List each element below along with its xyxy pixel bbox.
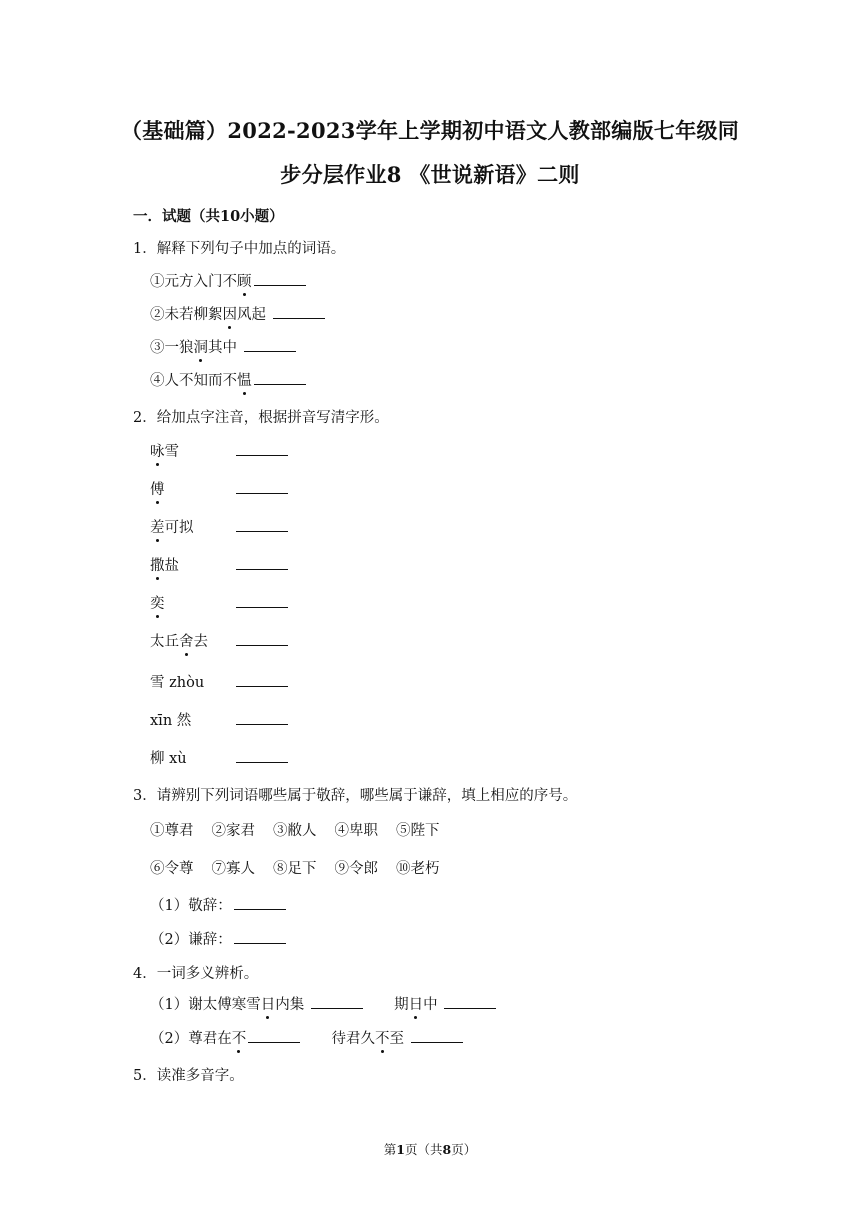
q4-item-2: （2）尊君在不 待君久不至: [150, 1027, 463, 1048]
answer-blank[interactable]: [236, 441, 288, 456]
q1-stem: 1．解释下列句子中加点的词语。: [133, 241, 346, 257]
q1-item-2: ②未若柳絮因风起: [150, 303, 325, 324]
q2-item-2: 傅: [150, 478, 288, 499]
q2-item-1: 咏雪: [150, 440, 288, 461]
answer-blank[interactable]: [236, 710, 288, 725]
answer-blank[interactable]: [236, 555, 288, 570]
q3-options-row2: ⑥令尊 ⑦寡人 ⑧足下 ⑨令郎 ⑩老朽: [150, 861, 440, 877]
q2-item-7: 雪 zhòu: [150, 671, 288, 692]
answer-blank[interactable]: [236, 748, 288, 763]
answer-blank[interactable]: [273, 304, 325, 319]
answer-blank[interactable]: [236, 479, 288, 494]
doc-title-line1: （基础篇）2022-2023学年上学期初中语文人教部编版七年级同: [120, 118, 740, 143]
q1-item-1: ①元方入门不顾: [150, 270, 306, 291]
q2-item-3: 差可拟: [150, 516, 288, 537]
answer-blank[interactable]: [311, 994, 363, 1009]
page-footer: 第1页（共8页）: [383, 1142, 477, 1157]
q2-item-6: 太丘舍去: [150, 630, 288, 651]
q3-options-row1: ①尊君 ②家君 ③敝人 ④卑职 ⑤陛下: [150, 823, 440, 839]
q2-item-4: 撒盐: [150, 554, 288, 575]
answer-blank[interactable]: [236, 672, 288, 687]
answer-blank[interactable]: [234, 895, 286, 910]
answer-blank[interactable]: [254, 370, 306, 385]
q5-stem: 5．读准多音字。: [133, 1068, 244, 1084]
q1-item-3: ③一狼洞其中: [150, 336, 296, 357]
q1-item-4: ④人不知而不愠: [150, 369, 306, 390]
answer-blank[interactable]: [244, 337, 296, 352]
answer-blank[interactable]: [411, 1028, 463, 1043]
answer-blank[interactable]: [248, 1028, 300, 1043]
answer-blank[interactable]: [444, 994, 496, 1009]
q2-item-5: 奕: [150, 592, 288, 613]
q4-item-1: （1）谢太傅寒雪日内集 期日中: [150, 993, 496, 1014]
q2-item-9: 柳 xù: [150, 747, 288, 768]
answer-blank[interactable]: [234, 929, 286, 944]
q2-stem: 2．给加点字注音，根据拼音写清字形。: [133, 410, 389, 426]
q3-stem: 3．请辨别下列词语哪些属于敬辞，哪些属于谦辞，填上相应的序号。: [133, 788, 578, 804]
page-number: 1: [396, 1142, 405, 1157]
answer-blank[interactable]: [236, 593, 288, 608]
q4-stem: 4．一词多义辨析。: [133, 966, 259, 982]
section-heading: 一．试题（共10小题）: [133, 208, 284, 225]
answer-blank[interactable]: [236, 517, 288, 532]
page-total: 8: [442, 1142, 452, 1157]
answer-blank[interactable]: [236, 631, 288, 646]
doc-title-line2: 步分层作业8 《世说新语》二则: [280, 162, 580, 187]
q3-answer-1: （1）敬辞：: [150, 894, 286, 915]
answer-blank[interactable]: [254, 271, 306, 286]
q3-answer-2: （2）谦辞：: [150, 928, 286, 949]
q2-item-8: xīn 然: [150, 709, 288, 730]
